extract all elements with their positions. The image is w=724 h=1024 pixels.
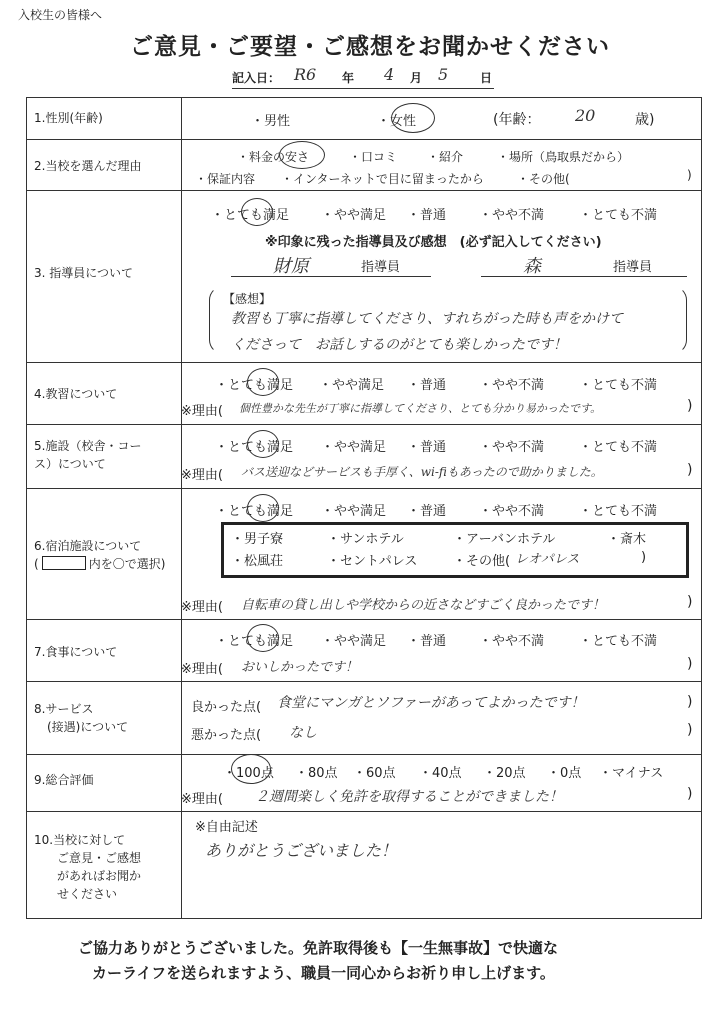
q3-option-very-satisfied[interactable]: ・とても満足 <box>211 208 290 223</box>
footer-line-2: カーライフを送られますよう、職員一同心からお祈り申し上げます。 <box>92 964 555 982</box>
q4-reason-label: ※理由( <box>181 404 223 419</box>
row-divider <box>27 424 701 425</box>
instructor1-underline <box>231 276 431 277</box>
q8-good-close-paren: ) <box>687 694 693 710</box>
q2-option-review[interactable]: ・口コミ <box>349 150 398 164</box>
row-divider <box>27 811 701 812</box>
q6-option-very-dissatisfied[interactable]: ・とても不満 <box>579 504 658 519</box>
q9-option-80[interactable]: ・80点 <box>295 766 338 781</box>
q9-option-0[interactable]: ・0点 <box>547 766 582 781</box>
q3-label: 3. 指導員について <box>34 266 134 280</box>
lodging-option-other[interactable]: ・その他( <box>453 554 511 569</box>
q1-age-unit: 歳) <box>635 112 655 128</box>
q3-option-dissatisfied[interactable]: ・やや不満 <box>479 208 545 223</box>
q7-reason-label: ※理由( <box>181 662 223 677</box>
q1-option-male[interactable]: ・男性 <box>251 114 291 129</box>
instructor2-suffix: 指導員 <box>613 260 653 275</box>
q9-close-paren: ) <box>687 786 693 802</box>
lodging-close-paren: ) <box>641 550 647 565</box>
q4-option-very-satisfied[interactable]: ・とても満足 <box>215 378 294 393</box>
q5-selection-circle <box>247 430 279 458</box>
q6-selection-circle <box>247 494 279 522</box>
q6-close-paren: ) <box>687 594 693 610</box>
q2-label: 2.当校を選んだ理由 <box>34 159 142 173</box>
q10-label-line-1: 10.当校に対して <box>34 833 126 847</box>
lodging-option-urban-hotel[interactable]: ・アーバンホテル <box>453 532 556 547</box>
q9-reason-label: ※理由( <box>181 792 223 807</box>
row-divider <box>27 139 701 140</box>
q2-close-paren: ) <box>687 168 692 182</box>
q2-option-price[interactable]: ・料金の安さ <box>237 150 310 164</box>
impression-line-2: くださって お話しするのがとても楽しかったです！ <box>231 337 567 353</box>
q6-label-line-2 <box>34 556 165 572</box>
q4-label: 4.教習について <box>34 387 118 401</box>
row-divider <box>27 619 701 620</box>
q5-option-very-satisfied[interactable]: ・とても満足 <box>215 440 294 455</box>
q6-label-text: 内を〇で選択) <box>88 557 166 571</box>
q4-option-very-dissatisfied[interactable]: ・とても不満 <box>579 378 658 393</box>
q8-good: 食堂にマンガとソファーがあってよかったです！ <box>277 695 585 711</box>
date-month: 4 <box>384 65 395 84</box>
q5-close-paren: ) <box>687 462 693 478</box>
q6-option-satisfied[interactable]: ・やや満足 <box>321 504 387 519</box>
q5-option-satisfied[interactable]: ・やや満足 <box>321 440 387 455</box>
q4-option-dissatisfied[interactable]: ・やや不満 <box>479 378 545 393</box>
q9-option-minus[interactable]: ・マイナス <box>599 766 664 781</box>
q10-free-text: ありがとうございました！ <box>205 841 398 860</box>
q10-label-line-3: があればお聞か <box>57 869 142 883</box>
date-month-unit: 月 <box>410 71 423 85</box>
date-era: R6 <box>294 65 317 84</box>
q7-close-paren: ) <box>687 656 693 672</box>
q10-label-line-2: ご意見・ご感想 <box>57 851 142 865</box>
impression-line-1: 教習も丁寧に指導してくださり、すれちがった時も声をかけて <box>231 311 623 327</box>
date-day: 5 <box>438 65 449 84</box>
q1-age-label: (年齢： <box>493 112 541 128</box>
q3-option-satisfied[interactable]: ・やや満足 <box>321 208 387 223</box>
q1-selection-circle <box>391 103 435 133</box>
q7-option-very-dissatisfied[interactable]: ・とても不満 <box>579 634 658 649</box>
q9-option-100[interactable]: ・100点 <box>223 766 274 781</box>
date-year-unit: 年 <box>342 71 355 85</box>
q5-reason-label: ※理由( <box>181 468 223 483</box>
q2-selection-circle <box>279 141 325 169</box>
q9-selection-circle <box>231 754 271 784</box>
q8-label-line-2: (接遇)について <box>47 720 129 734</box>
q2-option-warranty[interactable]: ・保証内容 <box>195 172 256 186</box>
q7-label: 7.食事について <box>34 645 118 659</box>
q3-option-very-dissatisfied[interactable]: ・とても不満 <box>579 208 658 223</box>
footer-line-1: ご協力ありがとうございました。免許取得後も【一生無事故】で快適な <box>78 939 559 957</box>
q1-label: 1.性別(年齢) <box>34 111 103 125</box>
q2-option-other[interactable]: ・その他( <box>517 172 570 186</box>
row-divider <box>27 681 701 682</box>
q5-label-line-2: ス）について <box>34 457 106 471</box>
q10-free-label: ※自由記述 <box>195 820 258 835</box>
q8-bad-close-paren: ) <box>687 722 693 738</box>
instructor1-name: 財原 <box>273 256 309 277</box>
q7-reason: おいしかったです！ <box>241 660 359 675</box>
addressee: 入校生の皆様へ <box>18 8 103 22</box>
impression-label: 【感想】 <box>223 292 272 306</box>
date-line <box>232 66 494 89</box>
instructor1-suffix: 指導員 <box>361 260 401 275</box>
q6-label-line-1: 6.宿泊施設について <box>34 539 142 553</box>
q5-option-dissatisfied[interactable]: ・やや不満 <box>479 440 545 455</box>
lodging-option-shofuso[interactable]: ・松風荘 <box>231 554 284 569</box>
q5-option-neutral[interactable]: ・普通 <box>407 440 447 455</box>
q10-label-line-4: せください <box>57 887 118 901</box>
date-day-unit: 日 <box>480 71 493 85</box>
q4-selection-circle <box>247 368 279 396</box>
q9-label: 9.総合評価 <box>34 773 94 787</box>
q7-option-satisfied[interactable]: ・やや満足 <box>321 634 387 649</box>
page-title: ご意見・ご要望・ご感想をお聞かせください <box>130 34 610 60</box>
q7-selection-circle <box>247 624 279 652</box>
q4-reason: 個性豊かな先生が丁寧に指導してくださり、とても分かり易かったです。 <box>239 402 602 415</box>
row-divider <box>27 190 701 191</box>
lodging-other-value: レオパレス <box>515 552 580 567</box>
q6-option-dissatisfied[interactable]: ・やや不満 <box>479 504 545 519</box>
q6-label-box <box>42 556 86 570</box>
row-divider <box>27 362 701 363</box>
q8-bad-label: 悪かった点( <box>191 728 262 743</box>
q6-reason-label: ※理由( <box>181 600 223 615</box>
q9-reason: ２週間楽しく免許を取得することができました！ <box>255 789 563 805</box>
q4-option-neutral[interactable]: ・普通 <box>407 378 447 393</box>
lodging-option-sun-hotel[interactable]: ・サンホテル <box>327 532 404 547</box>
q7-option-dissatisfied[interactable]: ・やや不満 <box>479 634 545 649</box>
q9-option-20[interactable]: ・20点 <box>483 766 526 781</box>
q2-option-internet[interactable]: ・インターネットで目に留まったから <box>281 172 484 186</box>
q5-label-line-1: 5.施設（校舎・コー <box>34 439 142 453</box>
q3-selection-circle <box>241 198 273 226</box>
q5-reason: バス送迎などサービスも手厚く、wi-fiもあったので助かりました。 <box>241 465 603 479</box>
q5-option-very-dissatisfied[interactable]: ・とても不満 <box>579 440 658 455</box>
instructor2-underline <box>481 276 687 277</box>
survey-form <box>26 97 702 919</box>
q3-note: ※印象に残った指導員及び感想 (必ず記入してください) <box>265 235 602 250</box>
q6-label-paren: ( <box>34 557 39 571</box>
q9-option-60[interactable]: ・60点 <box>353 766 396 781</box>
q7-option-neutral[interactable]: ・普通 <box>407 634 447 649</box>
q3-option-neutral[interactable]: ・普通 <box>407 208 447 223</box>
row-divider <box>27 488 701 489</box>
row-divider <box>27 754 701 755</box>
q6-reason: 自転車の貸し出しや学校からの近さなどすごく良かったです！ <box>241 598 606 613</box>
q6-option-neutral[interactable]: ・普通 <box>407 504 447 519</box>
instructor2-name: 森 <box>523 256 541 277</box>
lodging-option-dorm[interactable]: ・男子寮 <box>231 532 284 547</box>
q6-option-very-satisfied[interactable]: ・とても満足 <box>215 504 294 519</box>
q1-age-value: 20 <box>575 106 596 125</box>
q8-good-label: 良かった点( <box>191 700 262 715</box>
q4-close-paren: ) <box>687 398 693 414</box>
q8-bad: なし <box>289 725 317 741</box>
lodging-option-st-palace[interactable]: ・セントパレス <box>327 554 418 569</box>
q2-option-referral[interactable]: ・紹介 <box>427 150 464 164</box>
q7-option-very-satisfied[interactable]: ・とても満足 <box>215 634 294 649</box>
q1-option-female[interactable]: ・女性 <box>377 114 417 129</box>
lodging-option-saiki[interactable]: ・斎木 <box>607 532 647 547</box>
q2-option-location[interactable]: ・場所（鳥取県だから） <box>497 150 630 164</box>
date-label: 記入日： <box>232 71 281 85</box>
q4-option-satisfied[interactable]: ・やや満足 <box>319 378 385 393</box>
q8-label-line-1: 8.サービス <box>34 702 94 716</box>
q9-option-40[interactable]: ・40点 <box>419 766 462 781</box>
